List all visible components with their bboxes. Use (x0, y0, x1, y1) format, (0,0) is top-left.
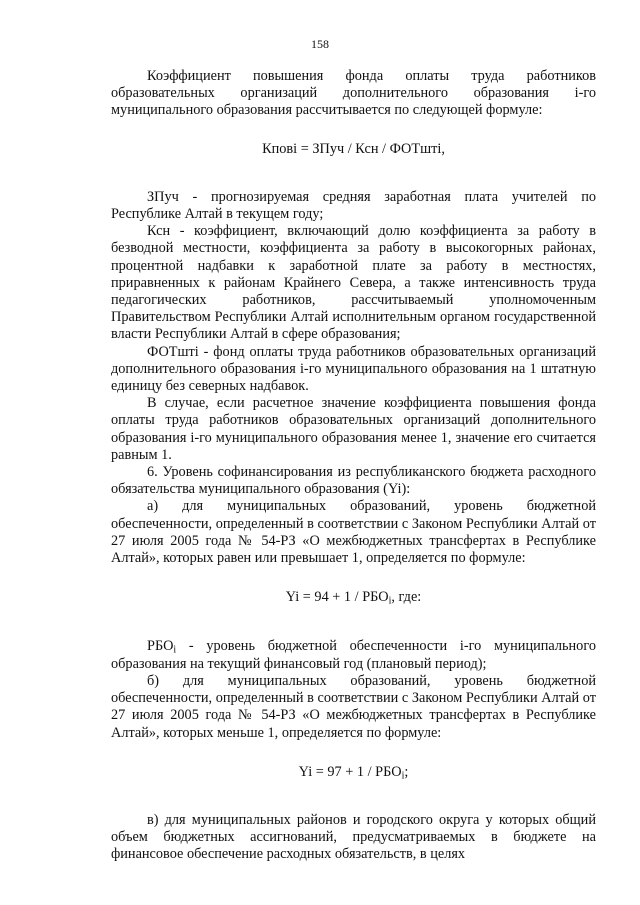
formula-yi-94-tail: , где: (391, 589, 422, 606)
rbo-subscript: i (173, 644, 177, 656)
formula-yi-97-tail: ; (404, 763, 409, 780)
paragraph-zpuch-definition: ЗПуч - прогнозируемая средняя заработная плата учителей по Республике Алтай в текущем году; (111, 188, 596, 223)
formula-yi-94 (111, 589, 596, 606)
rbo-term: РБО (147, 638, 174, 655)
rbo-definition-text: - уровень бюджетной обеспеченности i-го муниципального образования на текущий финансовый год (плановый период); (111, 638, 596, 672)
formula-yi-97-main: Yi = 97 + 1 / РБО (298, 763, 402, 780)
paragraph-case-b: б) для муниципальных образований, уровень бюджетной обеспеченности, определенный в соответствии с Законом Республики Алтай от 27 июля 2005 года № 54-РЗ «О межбюджетных трансфертах в Республике Алтай», которых меньше 1, определяется по формуле: (111, 672, 596, 741)
paragraph-ksn-definition: Ксн - коэффициент, включающий долю коэффициента за работу в безводной местности, коэффициента за работу в высокогорных районах, процентной надбавки к заработной плате за работу в местностях, приравненных к районам Крайнего Севера, а также интенсивность труда педагогических работников, рассчитываемый уполномоченным Правительством Республики Алтай исполнительным органом государственной власти Республики Алтай в сфере образования; (111, 223, 596, 343)
formula-kpov: Кпові = ЗПуч / Ксн / ФОТшті, (262, 140, 445, 157)
paragraph-fot-definition: ФОТшті - фонд оплаты труда работников образовательных организаций дополнительного образования i-го муниципального образования на 1 штатную единицу без северных надбавок. (111, 343, 596, 395)
paragraph-case-a: а) для муниципальных образований, уровень бюджетной обеспеченности, определенный в соответствии с Законом Республики Алтай от 27 июля 2005 года № 54-РЗ «О межбюджетных трансфертах в Республике Алтай», которых равен или превышает 1, определяется по формуле: (111, 498, 596, 567)
document-body (111, 68, 596, 864)
formula-yi-94-main: Yi = 94 + 1 / РБО (285, 589, 389, 606)
page-number: 158 (311, 37, 329, 51)
paragraph-min-coefficient: В случае, если расчетное значение коэффициента повышения фонда оплаты труда работников образовательных организаций дополнительного образования i-го муниципального образования менее 1, значение его считается равным 1. (111, 395, 596, 463)
paragraph-case-v: в) для муниципальных районов и городского округа у которых общий объем бюджетных ассигнований, предусматриваемых в бюджете на финансовое обеспечение расходных обязательств, в целях (111, 811, 596, 863)
paragraph-rbo-definition (111, 638, 596, 672)
formula-yi-97-subscript: i (401, 770, 405, 782)
formula-yi-94-subscript: i (388, 595, 392, 607)
paragraph-coefficient-intro: Коэффициент повышения фонда оплаты труда работников образовательных организаций дополнительного образования i-го муниципального образования рассчитывается по следующей формуле: (111, 68, 596, 119)
paragraph-cofinancing-level: 6. Уровень софинансирования из республиканского бюджета расходного обязательства муниципального образования (Yi): (111, 464, 596, 498)
formula-yi-97 (111, 764, 596, 781)
